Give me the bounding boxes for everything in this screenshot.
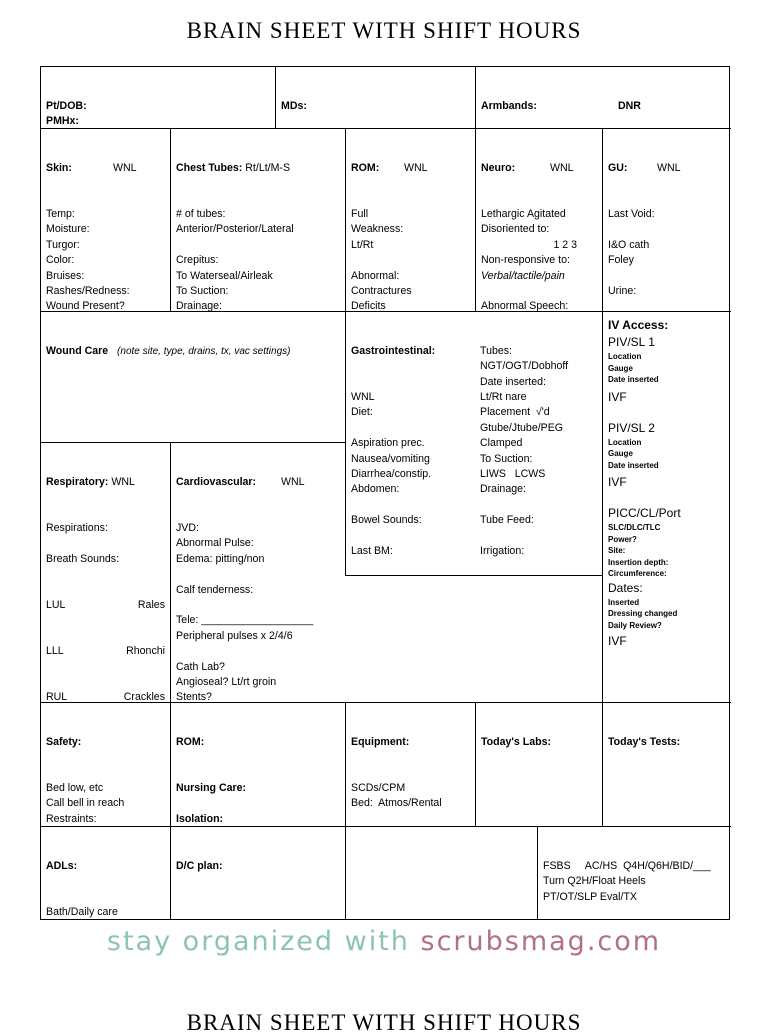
patient-dob-section: Pt/DOB: PMHx: <box>46 99 87 128</box>
blank-cell <box>345 826 537 920</box>
armbands-section: Armbands: DNR <box>475 67 731 128</box>
equipment-section: Equipment: SCDs/CPM Bed: Atmos/Rental <box>345 702 475 826</box>
next-page-title: BRAIN SHEET WITH SHIFT HOURS <box>186 1010 582 1035</box>
nursing-care-section: ROM: Nursing Care: Isolation: <box>170 702 345 826</box>
fsbs-section: FSBS AC/HS Q4H/Q6H/BID/___ Turn Q2H/Float Heels PT/OT/SLP Eval/TX <box>537 826 731 920</box>
wound-care-section: Wound Care (note site, type, drains, tx, vac settings) <box>41 311 345 442</box>
footer-tagline: stay organized with scrubsmag.com <box>106 926 662 957</box>
todays-labs-section: Today's Labs: <box>475 702 602 826</box>
cardiovascular-section: Cardiovascular: WNL JVD: Abnormal Pulse: Edema: pitting/non Calf tenderness: Tele: ___________________ Peripheral pulses x 2/4/6 Cath Lab? Angioseal? Lt/rt groin Stents? <box>170 442 345 702</box>
gastrointestinal-section: Gastrointestinal: WNL Diet: Aspiration prec. Nausea/vomiting Diarrhea/constip. Abdomen: Bowel Sounds: Last BM: <box>345 311 475 575</box>
neuro-section: Neuro: WNL Lethargic Agitated Disoriented to: 1 2 3 Non-responsive to: Verbal/tactile/pain Abnormal Speech: <box>475 128 602 311</box>
respiratory-section: Respiratory: WNL Respirations: Breath Sounds: LUL Rales LLL Rhonchi RUL Crackles <box>41 442 170 702</box>
skin-section: Skin: WNL Temp: Moisture: Turgor: Color: Bruises: Rashes/Redness: Wound Present? <box>41 128 170 311</box>
safety-section: Safety: Bed low, etc Call bell in reach Restraints: <box>41 702 170 826</box>
footer-brand: scrubsmag.com <box>420 926 662 957</box>
rom-section: ROM: WNL Full Weakness: Lt/Rt Abnormal: Contractures Deficits <box>345 128 475 311</box>
adls-section: ADLs: Bath/Daily care <box>41 826 170 920</box>
tubes-section: Tubes: NGT/OGT/Dobhoff Date inserted: Lt/Rt nare Placement √'d Gtube/Jtube/PEG Clamped To Suction: LIWS LCWS Drainage: Tube Feed: Irrigation: <box>475 311 602 575</box>
gu-section: GU: WNL Last Void: I&O cath Foley Urine: <box>602 128 731 311</box>
chest-tubes-section: Chest Tubes: Rt/Lt/M-S # of tubes: Anterior/Posterior/Lateral Crepitus: To Waterseal/Airleak To Suction: Drainage: <box>170 128 345 311</box>
dc-plan-section: D/C plan: <box>170 826 345 920</box>
iv-access-section: IV Access: PIV/SL 1 Location Gauge Date inserted IVF PIV/SL 2 Location Gauge Date inserted IVF PICC/CL/Port SLC/DLC/TLC Power? Site: Insertion depth: Circumference: Dates: Inserted Dressing changed Daily Review? IVF <box>602 311 731 702</box>
todays-tests-section: Today's Tests: <box>602 702 731 826</box>
brain-sheet-form <box>40 66 730 920</box>
page-title: BRAIN SHEET WITH SHIFT HOURS <box>186 18 582 43</box>
gi-blank-area <box>345 575 602 702</box>
mds-section: MDs: <box>275 67 475 128</box>
